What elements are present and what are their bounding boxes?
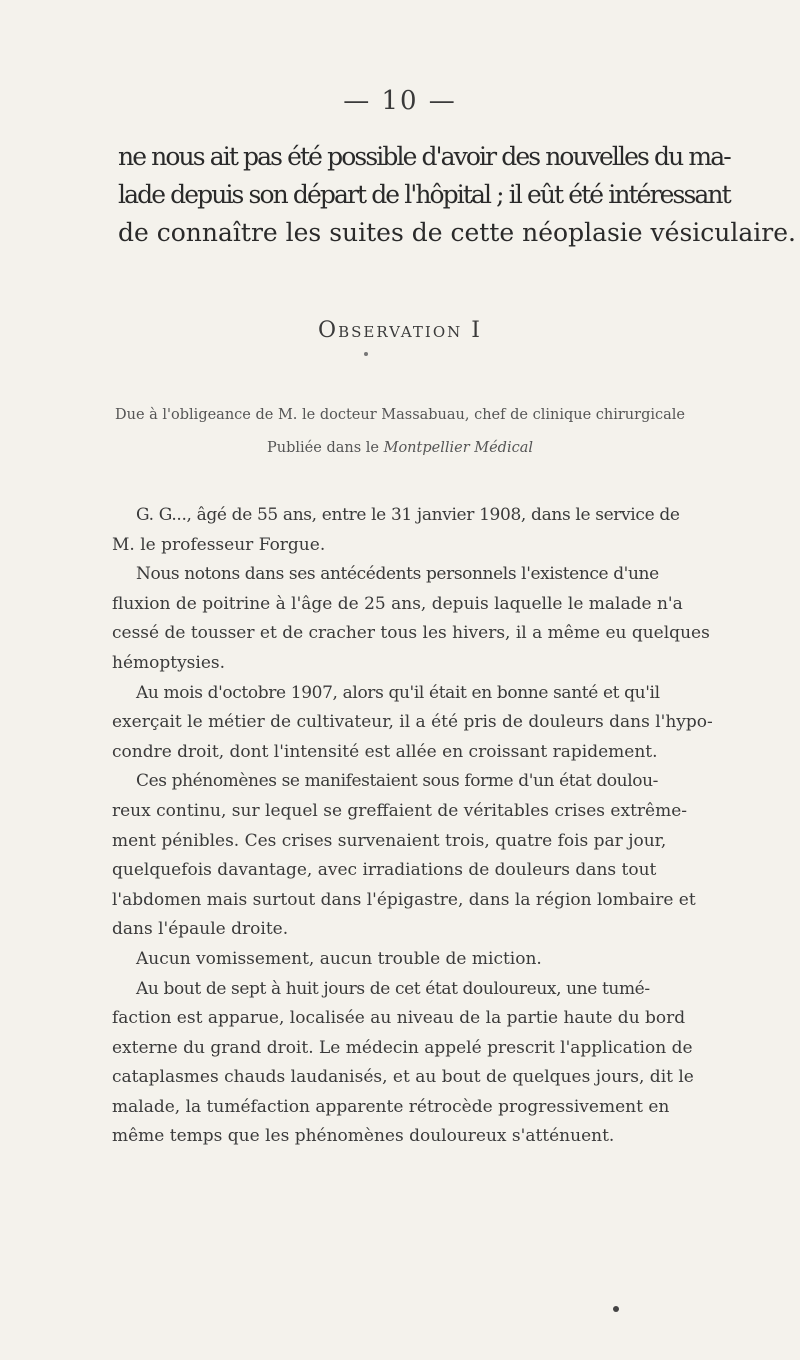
body-line: Ces phénomènes se manifestaient sous forme d'un état doulou- bbox=[136, 771, 658, 792]
body-line: Au bout de sept à huit jours de cet état douloureux, une tumé- bbox=[136, 978, 650, 999]
note-credit: Due à l'obligeance de M. le docteur Massabuau, chef de clinique chirurgicale bbox=[115, 407, 685, 423]
body-line: Au mois d'octobre 1907, alors qu'il était en bonne santé et qu'il bbox=[136, 682, 660, 703]
body-line: externe du grand droit. Le médecin appelé prescrit l'application de bbox=[112, 1037, 693, 1058]
body-line: Nous notons dans ses antécédents personnels l'existence d'une bbox=[136, 564, 659, 585]
body-line: G. G..., âgé de 55 ans, entre le 31 janvier 1908, dans le service de bbox=[136, 505, 680, 525]
case-report-body bbox=[112, 501, 732, 1152]
body-line: l'abdomen mais surtout dans l'épigastre, dans la région lombaire et bbox=[112, 889, 696, 910]
body-line: cataplasmes chauds laudanisés, et au bout de quelques jours, dit le bbox=[112, 1067, 694, 1088]
body-line: M. le professeur Forgue. bbox=[112, 534, 326, 555]
ink-speck bbox=[364, 352, 368, 356]
body-line: ment pénibles. Ces crises survenaient trois, quatre fois par jour, bbox=[112, 830, 667, 851]
body-line: Aucun vomissement, aucun trouble de miction. bbox=[136, 948, 542, 969]
body-line: même temps que les phénomènes douloureux s'atténuent. bbox=[112, 1126, 615, 1147]
body-line: hémoptysies. bbox=[112, 652, 226, 673]
body-line: condre droit, dont l'intensité est allée en croissant rapidement. bbox=[112, 741, 658, 762]
note-publication-prefix: Publiée dans le bbox=[267, 440, 384, 456]
page-number: — 10 — bbox=[343, 86, 457, 116]
observation-title: Observation I bbox=[318, 318, 482, 343]
intro-line: ne nous ait pas été possible d'avoir des nouvelles du ma- bbox=[118, 142, 730, 171]
ink-speck bbox=[613, 1306, 619, 1312]
body-line: reux continu, sur lequel se greffaient de véritables crises extrême- bbox=[112, 800, 688, 821]
intro-line: de connaître les suites de cette néoplasie vésiculaire. bbox=[118, 218, 796, 247]
body-line: faction est apparue, localisée au niveau de la partie haute du bord bbox=[112, 1008, 686, 1029]
intro-paragraph bbox=[118, 138, 796, 252]
body-line: fluxion de poitrine à l'âge de 25 ans, depuis laquelle le malade n'a bbox=[112, 593, 683, 614]
body-line: dans l'épaule droite. bbox=[112, 919, 289, 940]
note-journal-name: Montpellier Médical bbox=[383, 440, 533, 456]
intro-line: lade depuis son départ de l'hôpital ; il eût été intéressant bbox=[118, 180, 730, 209]
body-line: exerçait le métier de cultivateur, il a été pris de douleurs dans l'hypo- bbox=[112, 712, 713, 733]
body-line: malade, la tuméfaction apparente rétrocède progressivement en bbox=[112, 1096, 670, 1117]
body-line: quelquefois davantage, avec irradiations de douleurs dans tout bbox=[112, 860, 657, 881]
note-publication bbox=[0, 440, 800, 456]
body-line: cessé de tousser et de cracher tous les hivers, il a même eu quelques bbox=[112, 623, 710, 644]
